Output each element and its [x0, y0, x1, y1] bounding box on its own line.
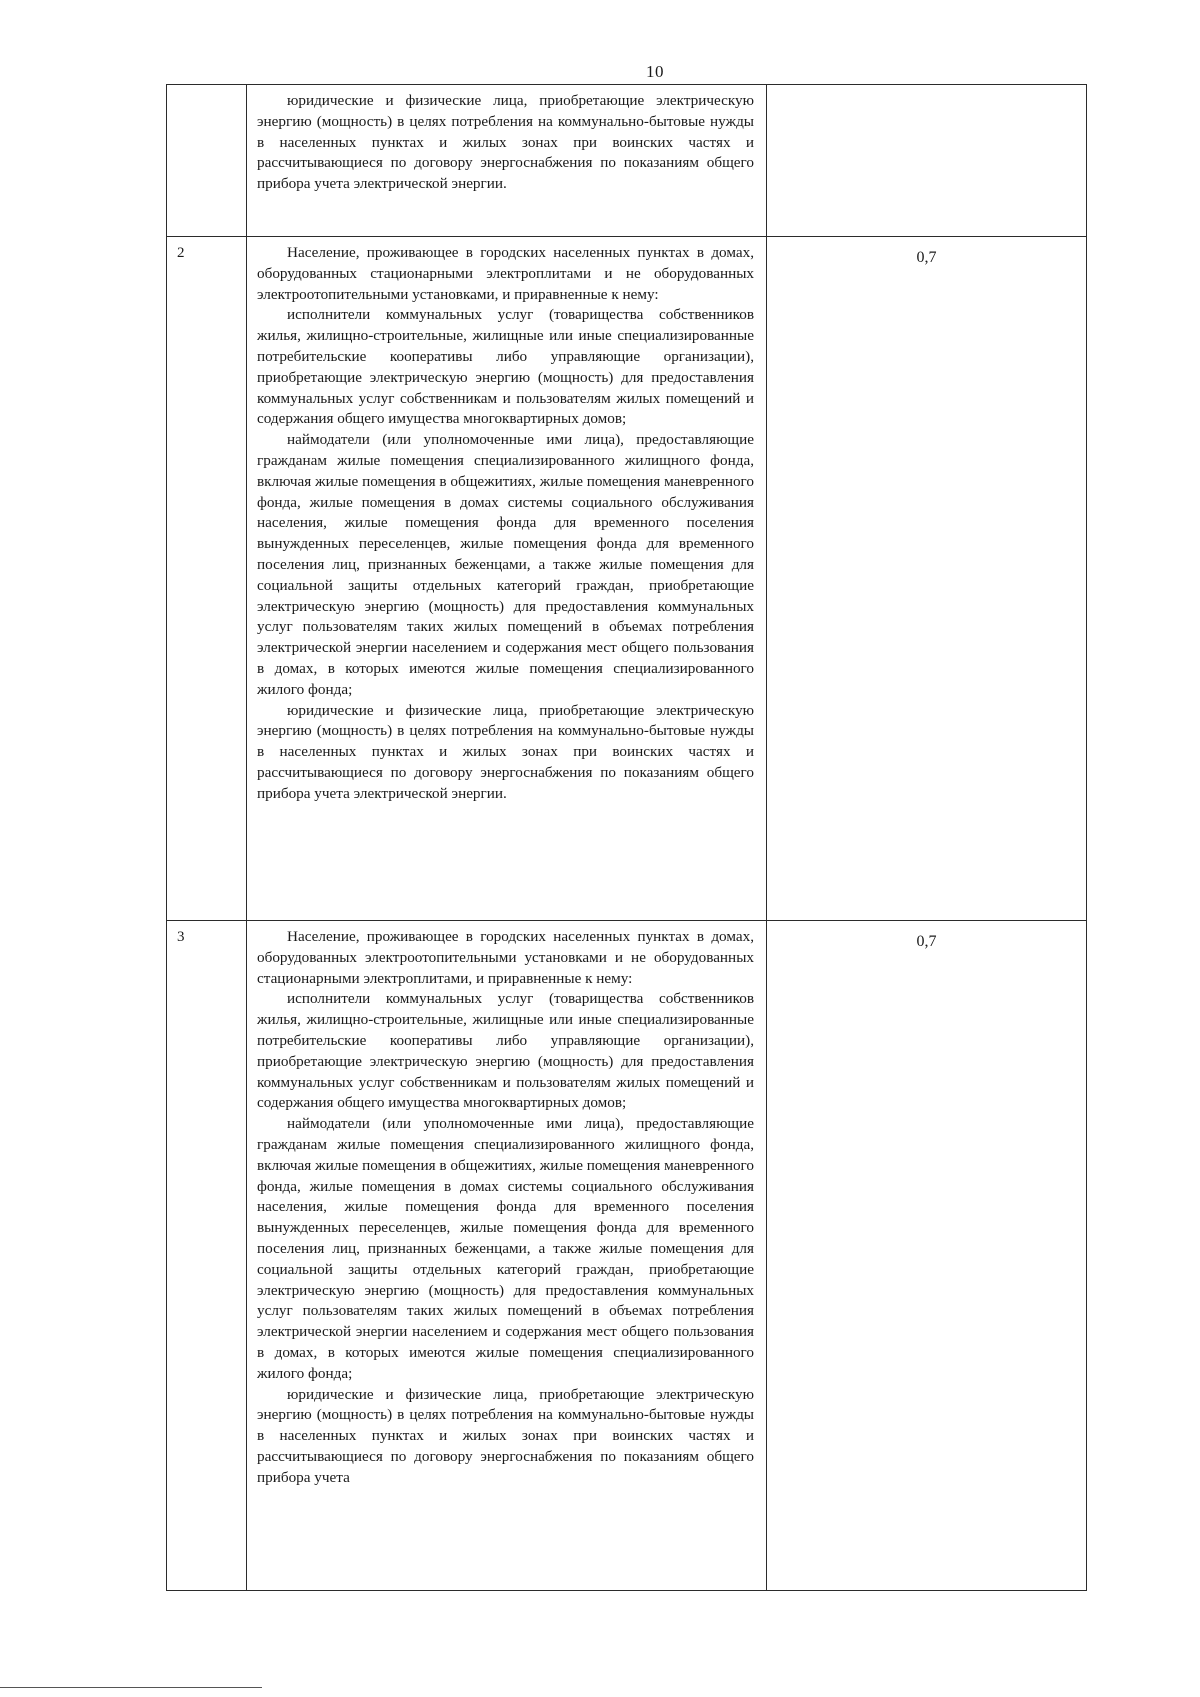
paragraph: юридические и физические лица, приобретающие электрическую энергию (мощность) в целях потребления на коммунально-бытовые нужды в населенных пунктах и жилых зонах при воинских частях и рассчитывающиеся по договору энергоснабжения по показаниям общего прибора учета электрической энергии. [257, 92, 754, 193]
paragraph: юридические и физические лица, приобретающие электрическую энергию (мощность) в целях потребления на коммунально-бытовые нужды в населенных пунктах и жилых зонах при воинских частях и рассчитывающиеся по договору энергоснабжения по показаниям общего прибора учета электрической энергии. [257, 701, 754, 802]
row-value: 0,7 [767, 237, 1087, 921]
page-number: 10 [646, 62, 664, 81]
paragraph: наймодатели (или уполномоченные ими лица), предоставляющие гражданам жилые помещения специализированного жилищного фонда, включая жилые помещения в общежитиях, жилые помещения маневренного фонда, жилые помещения в домах системы социального обслуживания населения, жилые помещения фонда для временного поселения вынужденных переселенцев, жилые помещения фонда для временного поселения лиц, признанных беженцами, а также жилые помещения для социальной защиты отдельных категорий граждан, приобретающие электрическую энергию (мощность) для предоставления коммунальных услуг пользователям таких жилых помещений в объемах потребления электрической энергии населением и содержания мест общего пользования в домах, в которых имеются жилые помещения специализированного жилого фонда; [257, 431, 754, 698]
paragraph: исполнители коммунальных услуг (товарищества собственников жилья, жилищно-строительные, жилищные или иные специализированные потребительские кооперативы либо управляющие организации), приобретающие электрическую энергию (мощность) для предоставления коммунальных услуг собственникам и пользователям жилых помещений и содержания общего имущества многоквартирных домов; [257, 990, 754, 1112]
table-row [167, 85, 1087, 237]
row-number [167, 85, 247, 237]
row-value [767, 85, 1087, 237]
table-row [167, 237, 1087, 921]
row-value: 0,7 [767, 921, 1087, 1591]
paragraph: Население, проживающее в городских населенных пунктах в домах, оборудованных электроотопительными установками и не оборудованных стационарными электроплитами, и приравненные к нему: [257, 928, 754, 987]
row-description [247, 921, 767, 1591]
paragraph: наймодатели (или уполномоченные ими лица), предоставляющие гражданам жилые помещения специализированного жилищного фонда, включая жилые помещения в общежитиях, жилые помещения маневренного фонда, жилые помещения в домах системы социального обслуживания населения, жилые помещения фонда для временного поселения вынужденных переселенцев, жилые помещения фонда для временного поселения лиц, признанных беженцами, а также жилые помещения для социальной защиты отдельных категорий граждан, приобретающие электрическую энергию (мощность) для предоставления коммунальных услуг пользователям таких жилых помещений в объемах потребления электрической энергии населением и содержания мест общего пользования в домах, в которых имеются жилые помещения специализированного жилого фонда; [257, 1115, 754, 1382]
row-description [247, 85, 767, 237]
paragraph: исполнители коммунальных услуг (товарищества собственников жилья, жилищно-строительные, жилищные или иные специализированные потребительские кооперативы либо управляющие организации), приобретающие электрическую энергию (мощность) для предоставления коммунальных услуг собственникам и пользователям жилых помещений и содержания общего имущества многоквартирных домов; [257, 306, 754, 428]
row-description [247, 237, 767, 921]
paragraph: Население, проживающее в городских населенных пунктах в домах, оборудованных стационарными электроплитами и не оборудованных электроотопительными установками, и приравненные к нему: [257, 244, 754, 303]
paragraph: юридические и физические лица, приобретающие электрическую энергию (мощность) в целях потребления на коммунально-бытовые нужды в населенных пунктах и жилых зонах при воинских частях и рассчитывающиеся по договору энергоснабжения по показаниям общего прибора учета [257, 1385, 754, 1486]
footer-divider [0, 1687, 262, 1688]
tariff-table [166, 84, 1087, 1591]
row-number: 2 [167, 237, 247, 921]
row-number: 3 [167, 921, 247, 1591]
table-row [167, 921, 1087, 1591]
